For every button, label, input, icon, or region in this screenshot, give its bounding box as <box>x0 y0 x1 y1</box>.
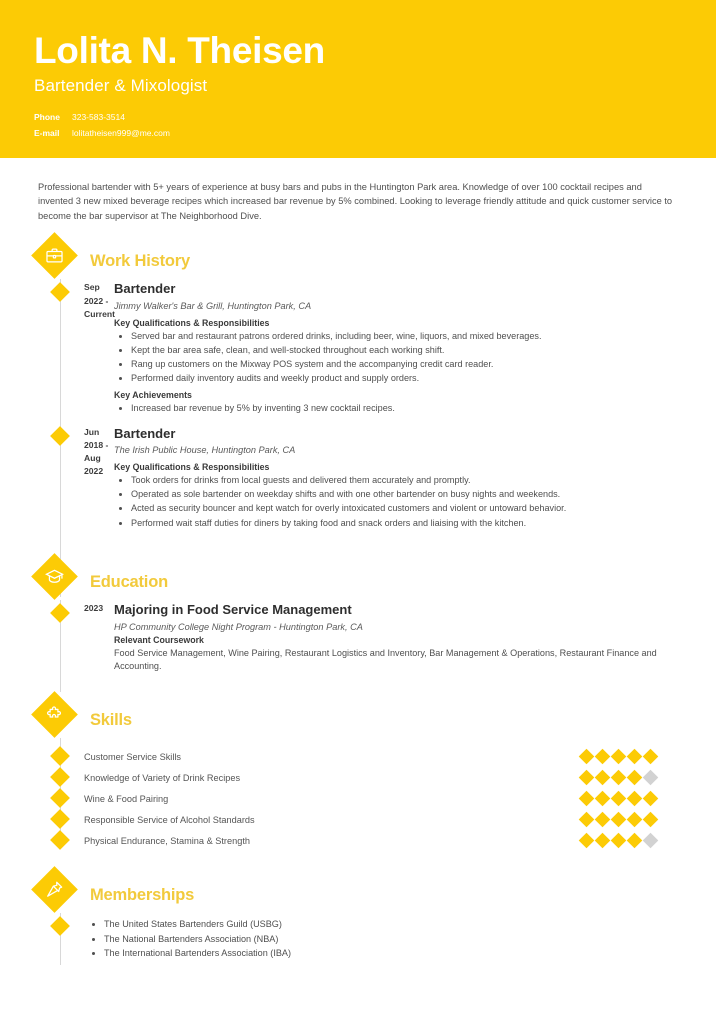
education-entry-date: 2023 <box>84 603 104 614</box>
education-entry <box>22 602 694 674</box>
skill-rating <box>581 793 694 804</box>
section-header-education <box>22 558 694 606</box>
work-entry <box>22 426 694 535</box>
timeline-marker <box>50 788 70 808</box>
membership-list-wrap <box>22 917 694 961</box>
timeline-marker <box>50 767 70 787</box>
skill-rating <box>581 772 694 783</box>
skill-rating <box>581 835 694 846</box>
education-entry-title: Majoring in Food Service Management <box>114 602 352 618</box>
rating-diamond <box>595 770 611 786</box>
list-item: • Served bar and restaurant patrons ordered drinks, including beer, wine, liquors, and mixed beverages. <box>131 330 676 344</box>
skill-name: Wine & Food Pairing <box>84 793 169 804</box>
rating-diamond <box>579 749 595 765</box>
skill-row <box>22 746 694 767</box>
candidate-job-title: Bartender & Mixologist <box>34 75 208 95</box>
membership-list <box>22 917 694 961</box>
education-entry-main <box>114 602 694 674</box>
education-entry-organization: HP Community College Night Program - Huntington Park, CA <box>114 621 363 632</box>
list-item: • Operated as sole bartender on weekday shifts and with one other bartender on busy nights and weekends. <box>131 488 676 502</box>
contact-label-email: E-mail <box>34 128 60 139</box>
skill-row <box>22 767 694 788</box>
work-entry-date: Jun 2018 - Aug 2022 <box>84 426 109 477</box>
work-entry-subhead-qualifications: Key Qualifications & Responsibilities <box>114 462 270 473</box>
skill-rating <box>581 751 694 762</box>
rating-diamond-empty <box>643 770 659 786</box>
list-item: • The National Bartenders Association (NBA) <box>104 932 694 947</box>
list-item: • The International Bartenders Association (IBA) <box>104 946 694 961</box>
work-entry-bullets-qualifications <box>114 474 676 530</box>
section-memberships <box>22 871 694 961</box>
list-item: • Acted as security bouncer and kept watch for overly intoxicated customers and violent or untoward behavior. <box>131 502 676 516</box>
contact-list <box>34 112 682 138</box>
timeline-marker <box>50 746 70 766</box>
education-entry-subhead-coursework: Relevant Coursework <box>114 634 204 645</box>
graduation-cap-icon <box>31 553 78 600</box>
rating-diamond <box>627 833 643 849</box>
work-entry-title: Bartender <box>114 281 176 297</box>
contact-label-phone: Phone <box>34 111 60 122</box>
rating-diamond <box>643 791 659 807</box>
contact-row-email <box>34 128 682 138</box>
work-entry-main <box>114 281 694 419</box>
section-title-memberships: Memberships <box>90 885 195 904</box>
rating-diamond <box>595 791 611 807</box>
work-entry-organization: The Irish Public House, Huntington Park, CA <box>114 445 296 456</box>
section-work-history <box>22 237 694 534</box>
skill-row <box>22 809 694 830</box>
puzzle-piece-icon <box>31 691 78 738</box>
education-entry-list <box>22 602 694 674</box>
work-entry-subhead-achievements: Key Achievements <box>114 389 192 400</box>
resume-body <box>0 158 716 961</box>
rating-diamond <box>579 833 595 849</box>
list-item: • The United States Bartenders Guild (USBG) <box>104 917 694 932</box>
rating-diamond-empty <box>643 833 659 849</box>
skill-name: Responsible Service of Alcohol Standards <box>84 814 255 825</box>
section-skills <box>22 696 694 851</box>
work-entry-organization: Jimmy Walker's Bar & Grill, Huntington Park, CA <box>114 300 312 311</box>
rating-diamond <box>627 791 643 807</box>
contact-value-phone[interactable]: 323-583-3514 <box>72 111 125 122</box>
rating-diamond <box>611 749 627 765</box>
resume-header <box>0 0 716 158</box>
rating-diamond <box>627 770 643 786</box>
briefcase-icon <box>31 232 78 279</box>
section-header-work <box>22 237 694 285</box>
work-entry-list <box>22 281 694 534</box>
list-item: • Increased bar revenue by 5% by inventing 3 new cocktail recipes. <box>131 402 676 416</box>
timeline-marker <box>50 830 70 850</box>
work-entry-title: Bartender <box>114 425 176 441</box>
rating-diamond <box>611 812 627 828</box>
section-education <box>22 558 694 674</box>
skill-row <box>22 788 694 809</box>
skill-name: Knowledge of Variety of Drink Recipes <box>84 772 241 783</box>
rating-diamond <box>579 812 595 828</box>
work-entry-bullets-achievements <box>114 402 676 416</box>
contact-value-email[interactable]: lolitatheisen999@me.com <box>72 128 170 139</box>
rating-diamond <box>627 812 643 828</box>
timeline-marker <box>50 809 70 829</box>
rating-diamond <box>611 770 627 786</box>
list-item: • Kept the bar area safe, clean, and well-stocked throughout each working shift. <box>131 344 676 358</box>
list-item: • Performed daily inventory audits and weekly product and supply orders. <box>131 372 676 386</box>
professional-summary: Professional bartender with 5+ years of experience at busy bars and pubs in the Huntington Park area. Knowledge of over 100 cocktail recipes and invented 3 new mixed beverage recipes which increased bar revenue by 5% combined. Looking to leverage friendly attitude and quick customer service to become the bar supervisor at The Neighborhood Dive. <box>38 182 673 221</box>
section-title-education: Education <box>90 572 168 591</box>
section-header-memberships <box>22 871 694 919</box>
list-item: • Rang up customers on the Mixway POS system and the accompanying credit card reader. <box>131 358 676 372</box>
rating-diamond <box>579 770 595 786</box>
list-item: • Performed wait staff duties for diners by taking food and snack orders and liaising with the kitchen. <box>131 517 676 531</box>
rating-diamond <box>611 833 627 849</box>
rating-diamond <box>611 791 627 807</box>
rating-diamond <box>627 749 643 765</box>
list-item: • Took orders for drinks from local guests and delivered them accurately and promptly. <box>131 474 676 488</box>
skill-list <box>22 746 694 851</box>
work-entry-main <box>114 426 694 535</box>
rating-diamond <box>579 791 595 807</box>
section-title-skills: Skills <box>90 710 132 729</box>
rating-diamond <box>643 749 659 765</box>
section-title-work: Work History <box>90 251 190 270</box>
work-entry-subhead-qualifications: Key Qualifications & Responsibilities <box>114 317 270 328</box>
candidate-name: Lolita N. Theisen <box>34 30 325 71</box>
rating-diamond <box>595 812 611 828</box>
work-entry <box>22 281 694 419</box>
pushpin-icon <box>31 866 78 913</box>
rating-diamond <box>643 812 659 828</box>
rating-diamond <box>595 749 611 765</box>
skill-rating <box>581 814 694 825</box>
section-header-skills <box>22 696 694 744</box>
education-entry-coursework-text: Food Service Management, Wine Pairing, Restaurant Logistics and Inventory, Bar Management & Operations, Restaurant Finance and Accounting. <box>114 647 657 672</box>
contact-row-phone <box>34 112 682 122</box>
skill-row <box>22 830 694 851</box>
work-entry-bullets-qualifications <box>114 330 676 386</box>
work-entry-date: Sep 2022 - Current <box>84 282 116 319</box>
rating-diamond <box>595 833 611 849</box>
skill-name: Customer Service Skills <box>84 751 182 762</box>
skill-name: Physical Endurance, Stamina & Strength <box>84 835 250 846</box>
